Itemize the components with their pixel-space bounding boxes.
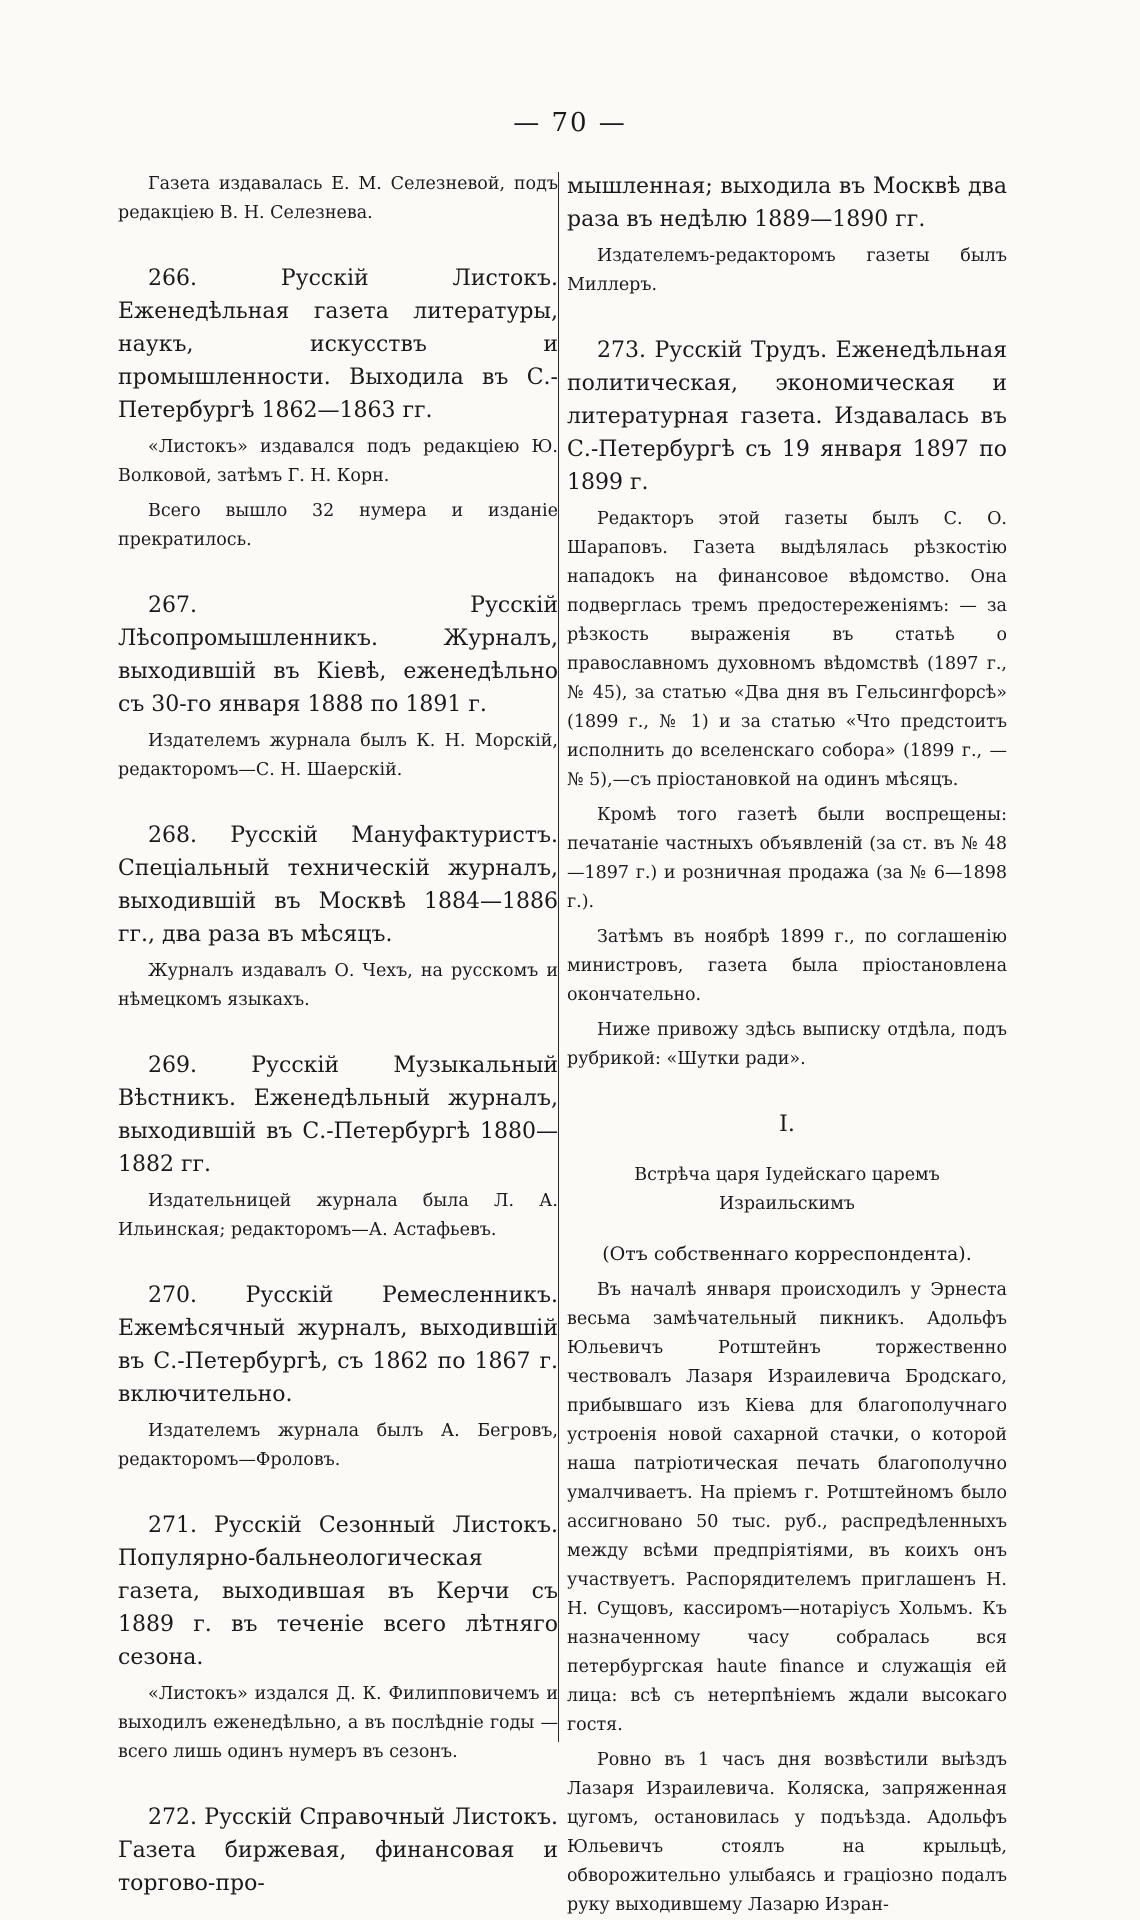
- section-subtitle: (Отъ собственнаго корреспондента).: [602, 1243, 972, 1265]
- entry-heading-272: 272. Русскій Справочный Листокъ. Газета биржевая, финансовая и торгово-про-: [118, 1805, 558, 1896]
- entry-note: Издателемъ-редакторомъ газеты былъ Миллеръ.: [567, 246, 1007, 295]
- body-paragraph: Въ началѣ января происходилъ у Эрнеста весьма замѣчательный пикникъ. Адольфъ Юльевичъ Ротштейнъ торжественно чествовалъ Лазаря Израилевича Бродскаго, прибывшаго изъ Кіева для благополучнаго устроенія новой сахарной стачки, о которой наша патріотическая печать благополучно умалчиваетъ. На пріемъ г. Ротштейномъ было ассигновано 50 тыс. руб., распредѣленныхъ между всѣми предпріятіями, въ коихъ онъ участвуетъ. Распорядителемъ приглашенъ Н. Н. Сущовъ, кассиромъ—нотаріусъ Хольмъ. Къ назначенному часу собралась вся петербургская haute finance и служащія ей лица: всѣ съ нетерпѣніемъ ждали высокаго гостя.: [567, 1280, 1007, 1735]
- entry-note: «Листокъ» издался Д. К. Филипповичемъ и выходилъ еженедѣльно, а въ послѣдніе годы — всего лишь одинъ нумеръ въ сезонъ.: [118, 1684, 558, 1762]
- entry-heading-266: 266. Русскій Листокъ. Еженедѣльная газета литературы, наукъ, искусствъ и промышленности. Выходила въ С.-Петербургѣ 1862—1863 гг.: [118, 266, 558, 423]
- right-column: [567, 170, 1007, 1920]
- entry-heading-273: 273. Русскій Трудъ. Еженедѣльная политическая, экономическая и литературная газета. Издавалась въ С.-Петербургѣ съ 19 января 1897 по 1899 г.: [567, 338, 1007, 495]
- paragraph: Газета издавалась Е. М. Селезневой, подъ редакціею В. Н. Селезнева.: [118, 174, 558, 223]
- entry-note: Издателемъ журнала былъ К. Н. Морскій, редакторомъ—С. Н. Шаерскій.: [118, 731, 558, 780]
- entry-note: Журналъ издавалъ О. Чехъ, на русскомъ и нѣмецкомъ языкахъ.: [118, 961, 558, 1010]
- entry-note: Всего вышло 32 нумера и изданіе прекратилось.: [118, 501, 558, 550]
- entry-heading-267: 267. Русскій Лѣсопромышленникъ. Журналъ, выходившій въ Кіевѣ, еженедѣльно съ 30-го января 1888 по 1891 г.: [118, 593, 558, 717]
- section-number: I.: [779, 1112, 795, 1137]
- entry-heading-271: 271. Русскій Сезонный Листокъ. Популярно-бальнеологическая газета, выходившая въ Керчи съ 1889 г. въ теченіе всего лѣтняго сезона.: [118, 1513, 558, 1670]
- entry-heading-269: 269. Русскій Музыкальный Вѣстникъ. Еженедѣльный журналъ, выходившій въ С.-Петербургѣ 1880—1882 гг.: [118, 1053, 558, 1177]
- entry-note: Кромѣ того газетѣ были воспрещены: печатаніе частныхъ объявленій (за ст. въ № 48—1897 г.) и розничная продажа (за № 6—1898 г.).: [567, 805, 1007, 912]
- body-paragraph: Ровно въ 1 часъ дня возвѣстили выѣздъ Лазаря Израилевича. Коляска, запряженная цугомъ, остановилась у подъѣзда. Адольфъ Юльевичъ стоялъ на крыльцѣ, обворожительно улыбаясь и граціозно подалъ руку выходившему Лазарю Изран-: [567, 1750, 1007, 1915]
- entry-heading-268: 268. Русскій Мануфактуристъ. Спеціальный техническій журналъ, выходившій въ Москвѣ 1884—1886 гг., два раза въ мѣсяцъ.: [118, 823, 558, 947]
- left-column: [118, 170, 558, 1900]
- entry-note: Издателемъ журнала былъ А. Бегровъ, редакторомъ—Фроловъ.: [118, 1421, 558, 1470]
- column-divider: [558, 172, 559, 1742]
- entry-note: Редакторъ этой газеты былъ С. О. Шараповъ. Газета выдѣлялась рѣзкостію нападокъ на финансовое вѣдомство. Она подверглась тремъ предостереженіямъ: — за рѣзкость выраженія въ статьѣ о православномъ духовномъ вѣдомствѣ (1897 г., № 45), за статью «Два дня въ Гельсингфорсѣ» (1899 г., № 1) и за статью «Что предстоитъ исполнить до вселенскаго собора» (1899 г., — № 5),—съ пріостановкой на одинъ мѣсяцъ.: [567, 509, 1007, 790]
- entry-heading-270: 270. Русскій Ремесленникъ. Ежемѣсячный журналъ, выходившій въ С.-Петербургѣ, съ 1862 по 1867 г. включительно.: [118, 1283, 558, 1407]
- entry-note: «Листокъ» издавался подъ редакціею Ю. Волковой, затѣмъ Г. Н. Корн.: [118, 437, 558, 486]
- entry-note: Издательницей журнала была Л. А. Ильинская; редакторомъ—А. Астафьевъ.: [118, 1191, 558, 1240]
- entry-note: Ниже привожу здѣсь выписку отдѣла, подъ рубрикой: «Шутки ради».: [567, 1020, 1007, 1069]
- section-title: Встрѣча царя Іудейскаго царемъ Израильскимъ: [634, 1165, 940, 1214]
- page-number: — 70 —: [513, 108, 627, 138]
- entry-note: Затѣмъ въ ноябрѣ 1899 г., по соглашенію министровъ, газета была пріостановлена окончательно.: [567, 927, 1007, 1005]
- entry-continuation-272: мышленная; выходила въ Москвѣ два раза въ недѣлю 1889—1890 гг.: [567, 174, 1007, 232]
